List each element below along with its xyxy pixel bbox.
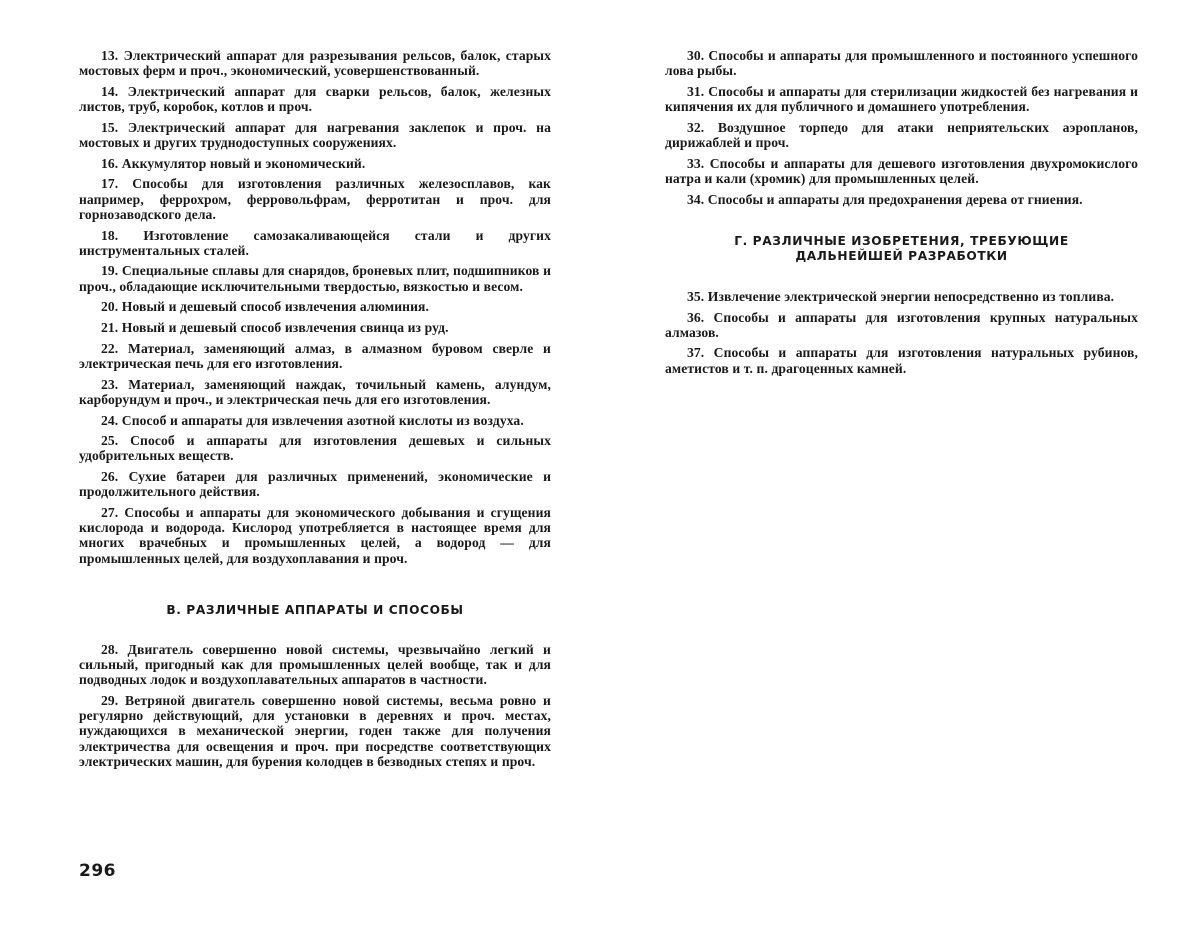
list-item: 29. Ветряной двигатель совершенно новой системы, весьма ровно и регулярно действующий, для установки в деревнях и проч. местах, нуждающихся в механической энергии, годен также для получения электричества для освещения и проч. при посредстве соответствующих электрических машин, для бурения колодцев в безводных степях и проч. bbox=[79, 693, 551, 769]
section-heading: В. РАЗЛИЧНЫЕ АППАРАТЫ И СПОСОБЫ bbox=[166, 602, 464, 617]
list-item: 26. Сухие батареи для различных применений, экономические и продолжительного действия. bbox=[79, 469, 551, 500]
list-item: 15. Электрический аппарат для нагревания заклепок и проч. на мостовых и других труднодоступных сооружениях. bbox=[79, 119, 551, 151]
list-item: 21. Новый и дешевый способ извлечения свинца из руд. bbox=[101, 320, 449, 336]
right-page bbox=[665, 0, 1138, 941]
list-item: 28. Двигатель совершенно новой системы, чрезвычайно легкий и сильный, пригодный как для промышленных целей вообще, так и для подводных лодок и воздухоплавательных аппаратов в частности. bbox=[79, 641, 551, 688]
list-item: 20. Новый и дешевый способ извлечения алюминия. bbox=[101, 299, 429, 315]
list-item: 17. Способы для изготовления различных железосплавов, как например, феррохром, ферровольфрам, ферротитан и проч. для горнозаводского дела. bbox=[79, 176, 551, 222]
page-number: 296 bbox=[79, 861, 116, 881]
list-item: 27. Способы и аппараты для экономического добывания и сгущения кислорода и водорода. Кислород употребляется в настоящее время для многих врачебных и промышленных целей, а водород — для промышленных целей, для воздухоплавания и проч. bbox=[79, 505, 551, 566]
list-item: 25. Способ и аппараты для изготовления дешевых и сильных удобрительных веществ. bbox=[79, 433, 551, 464]
list-item: 34. Способы и аппараты для предохранения дерева от гниения. bbox=[687, 191, 1083, 207]
list-item: 13. Электрический аппарат для разрезывания рельсов, балок, старых мостовых ферм и проч., экономический, усовершенствованный. bbox=[79, 48, 551, 79]
list-item: 14. Электрический аппарат для сварки рельсов, балок, железных листов, труб, коробок, котлов и проч. bbox=[79, 83, 551, 115]
list-item: 24. Способ и аппараты для извлечения азотной кислоты из воздуха. bbox=[101, 412, 524, 428]
list-item: 19. Специальные сплавы для снарядов, броневых плит, подшипников и проч., обладающие исключительными твердостью, вязкостью и весом. bbox=[79, 263, 551, 294]
list-item: 16. Аккумулятор новый и экономический. bbox=[101, 155, 366, 171]
list-item: 32. Воздушное торпедо для атаки неприятельских аэропланов, дирижаблей и проч. bbox=[665, 119, 1138, 151]
list-item: 30. Способы и аппараты для промышленного и постоянного успешного лова рыбы. bbox=[665, 48, 1138, 79]
left-page bbox=[79, 0, 551, 941]
list-item: 37. Способы и аппараты для изготовления натуральных рубинов, аметистов и т. п. драгоценных камней. bbox=[665, 345, 1138, 376]
list-item: 36. Способы и аппараты для изготовления крупных натуральных алмазов. bbox=[665, 309, 1138, 340]
list-item: 33. Способы и аппараты для дешевого изготовления двухромокислого натра и кали (хромик) для промышленных целей. bbox=[665, 155, 1138, 186]
section-heading: Г. РАЗЛИЧНЫЕ ИЗОБРЕТЕНИЯ, ТРЕБУЮЩИЕ ДАЛЬНЕЙШЕЙ РАЗРАБОТКИ bbox=[734, 233, 1069, 263]
list-item: 23. Материал, заменяющий наждак, точильный камень, алундум, карборундум и проч., и электрическая печь для его изготовления. bbox=[79, 376, 551, 407]
list-item: 35. Извлечение электрической энергии непосредственно из топлива. bbox=[687, 288, 1115, 304]
list-item: 22. Материал, заменяющий алмаз, в алмазном буровом сверле и электрическая печь для его изготовления. bbox=[79, 340, 551, 371]
list-item: 18. Изготовление самозакаливающейся стали и других инструментальных сталей. bbox=[79, 227, 551, 258]
list-item: 31. Способы и аппараты для стерилизации жидкостей без нагревания и кипячения их для публичного и домашнего употребления. bbox=[665, 83, 1138, 115]
